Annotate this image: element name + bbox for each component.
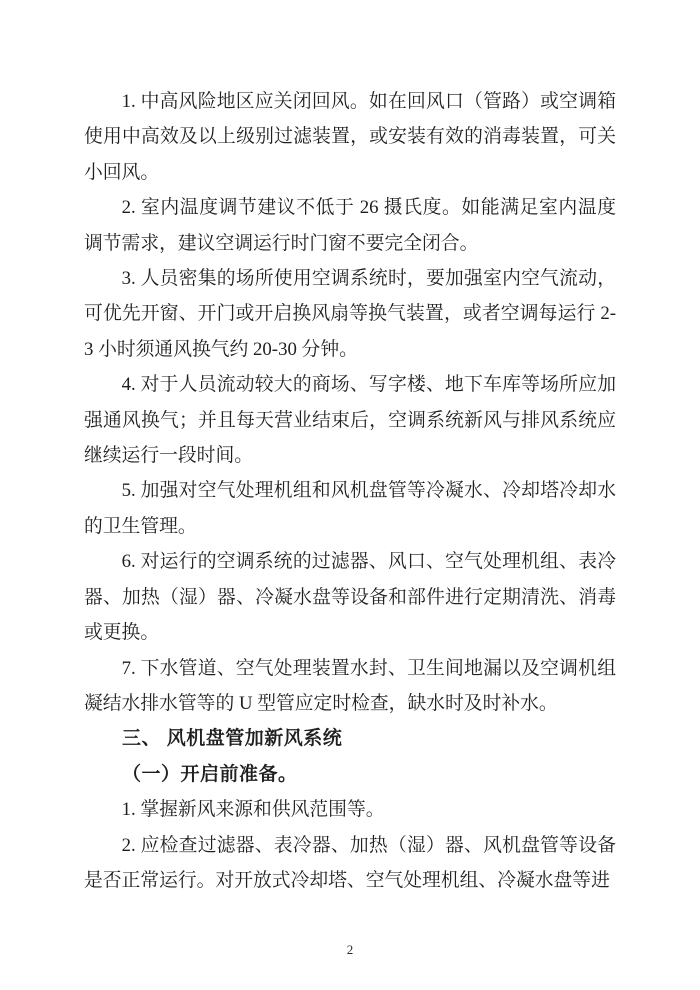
paragraph-9: 2. 应检查过滤器、表冷器、加热（湿）器、风机盘管等设备是否正常运行。对开放式冷却塔、空气处理机组、冷凝水盘等进 — [84, 834, 616, 891]
paragraph-3: 3. 人员密集的场所使用空调系统时，要加强室内空气流动，可优先开窗、开门或开启换风扇等换气装置，或者空调每运行 2-3 小时须通风换气约 20-30 分钟。 — [84, 268, 616, 360]
paragraph-7: 7. 下水管道、空气处理装置水封、卫生间地漏以及空调机组凝结水排水管等的 U 型管应定时检查，缺水时及时补水。 — [84, 657, 616, 714]
paragraph-6: 6. 对运行的空调系统的过滤器、风口、空气处理机组、表冷器、加热（湿）器、冷凝水盘等设备和部件进行定期清洗、消毒或更换。 — [84, 551, 616, 644]
paragraph-5: 5. 加强对空气处理机组和风机盘管等冷凝水、冷却塔冷却水的卫生管理。 — [84, 480, 616, 537]
subsection-heading-pre-start-preparation: （一）开启前准备。 — [122, 763, 298, 785]
document-content — [84, 84, 616, 898]
page-number: 2 — [346, 942, 354, 957]
paragraph-2: 2. 室内温度调节建议不低于 26 摄氏度。如能满足室内温度调节需求，建议空调运行时门窗不要完全闭合。 — [84, 197, 616, 254]
paragraph-1: 1. 中高风险地区应关闭回风。如在回风口（管路）或空调箱使用中高效及以上级别过滤装置，或安装有效的消毒装置，可关小回风。 — [84, 91, 616, 183]
paragraph-4: 4. 对于人员流动较大的商场、写字楼、地下车库等场所应加强通风换气；并且每天营业结束后，空调系统新风与排风系统应继续运行一段时间。 — [84, 374, 616, 467]
paragraph-8: 1. 掌握新风来源和供风范围等。 — [121, 799, 385, 821]
section-heading-fan-coil-fresh-air-system: 三、 风机盘管加新风系统 — [122, 728, 343, 750]
